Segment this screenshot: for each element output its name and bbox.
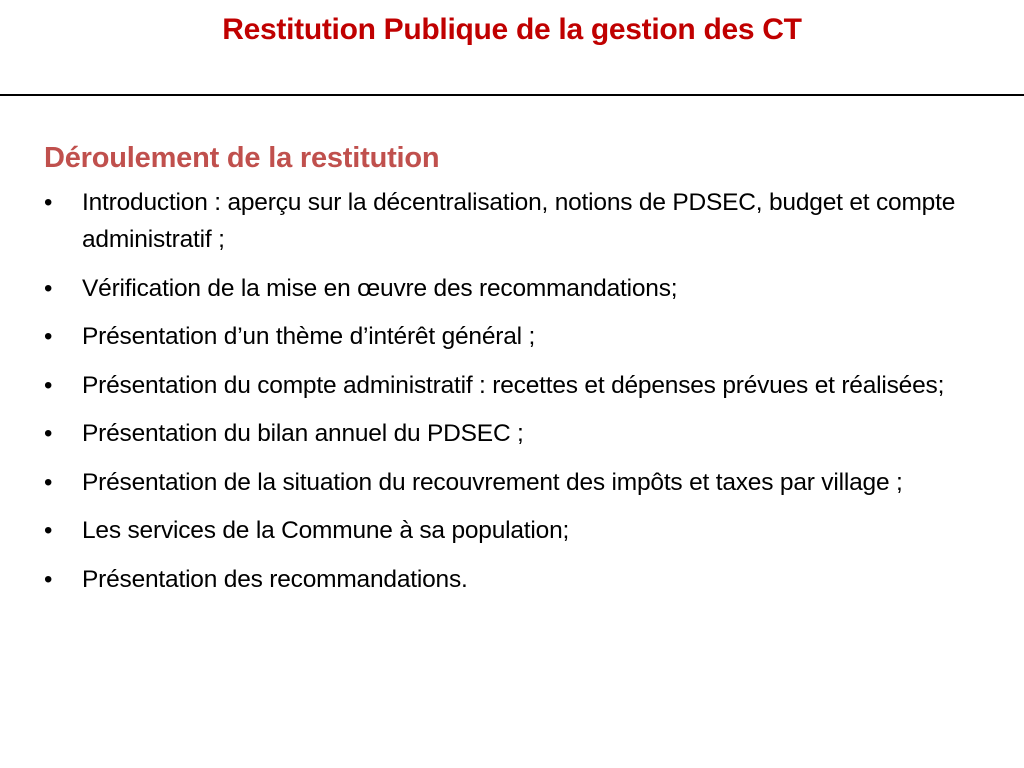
slide-content xyxy=(44,138,984,609)
list-item-text: Présentation du bilan annuel du PDSEC ; xyxy=(82,420,524,447)
list-item-text: Vérification de la mise en œuvre des recommandations; xyxy=(82,274,678,302)
title-divider xyxy=(0,94,1024,96)
list-item xyxy=(44,464,984,501)
bullet-icon: • xyxy=(44,323,53,350)
list-item xyxy=(44,318,984,355)
bullet-list xyxy=(44,184,984,598)
list-item xyxy=(44,512,984,549)
bullet-icon: • xyxy=(44,420,53,447)
bullet-icon: • xyxy=(44,565,53,593)
list-item-text: Introduction : aperçu sur la décentralisation, notions de PDSEC, budget et compte administratif ; xyxy=(82,189,956,253)
list-item xyxy=(44,561,984,598)
list-item xyxy=(44,367,984,404)
section-heading: Déroulement de la restitution xyxy=(44,142,440,174)
bullet-icon: • xyxy=(44,517,53,544)
list-item xyxy=(44,184,984,258)
list-item xyxy=(44,415,984,452)
list-item-text: Présentation de la situation du recouvrement des impôts et taxes par village ; xyxy=(82,468,903,496)
bullet-icon: • xyxy=(44,468,53,496)
list-item-text: Présentation d’un thème d’intérêt général ; xyxy=(82,323,536,350)
bullet-icon: • xyxy=(44,189,53,216)
list-item xyxy=(44,270,984,307)
slide-title: Restitution Publique de la gestion des CT xyxy=(222,13,802,46)
list-item-text: Présentation du compte administratif : recettes et dépenses prévues et réalisées; xyxy=(82,371,945,399)
bullet-icon: • xyxy=(44,274,53,302)
list-item-text: Présentation des recommandations. xyxy=(82,565,468,593)
bullet-icon: • xyxy=(44,371,53,399)
list-item-text: Les services de la Commune à sa population; xyxy=(82,517,570,544)
